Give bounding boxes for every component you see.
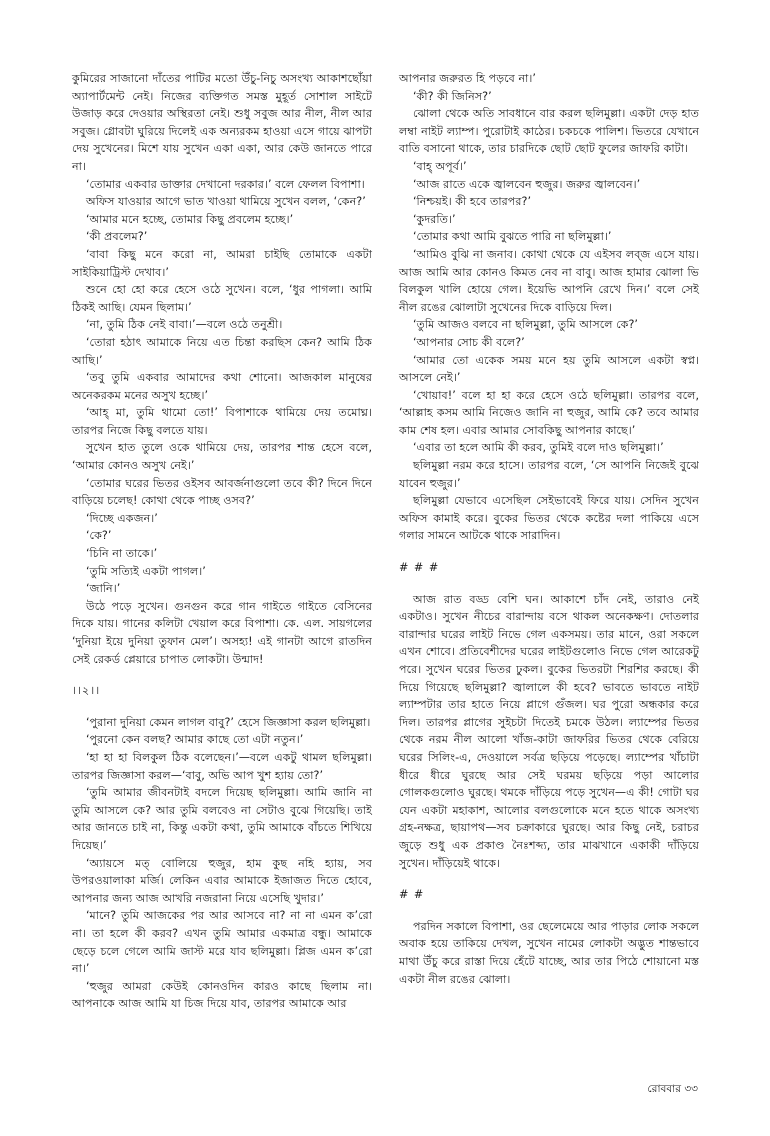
paragraph: ‘পুরনো কেন বলছ? আমার কাছে তো এটা নতুন।’ (86, 733, 304, 747)
paragraph: ‘অ্যায়সে মত্‌ বোলিয়ে হুজুর, হাম কুছ নহি হ্যায়, সব উপরওয়ালাকা মর্জি। লেকিন এবার আমাকে ইজাজত দিতে হোবে, আপনার জন্য আজ আখরি নজরানা নিয়ে এসেছি খুদার।’ (72, 856, 372, 905)
paragraph: ‘খোয়াব!’ বলে হা হা করে হেসে ওঠে ছলিমুল্লা। তারপর বলে, ‘আল্লাহ কসম আমি নিজেও জানি না হুজুর, আমি কে? তবে আমার কাম শেষ হল। এবার আমার সোবকিছু আপনার কাছে।’ (399, 388, 699, 437)
paragraph: ‘তোমার ঘরের ভিতর ওইসব আবর্জনাগুলো তবে কী? দিনে দিনে বাড়িয়ে চলেছ! কোথা থেকে পাচ্ছ ওসব?’ (72, 476, 372, 508)
paragraph: ‘হুজুর আমরা কেউই কোনওদিন কারও কাছে ছিলাম না। আপনাকে আজ আমি যা চিজ দিয়ে যাব, তারপর আমাকে আর (72, 979, 372, 1011)
paragraph: ‘তোমার কথা আমি বুঝতে পারি না ছলিমুল্লা।’ (413, 230, 612, 244)
paragraph: ‘হা হা হা বিলকুল ঠিক বলেছেন।’—বলে একটু থামল ছলিমুল্লা। তারপর জিজ্ঞাসা করল—‘বাবু, অভি আপ খুশ হ্যায় তো?’ (72, 750, 372, 782)
paragraph: অফিস যাওয়ার আগে ভাত খাওয়া থামিয়ে সুখেন বলল, ‘কেন?’ (86, 195, 366, 209)
paragraph: ‘কে?’ (86, 529, 112, 543)
paragraph: ‘কুদরতি।’ (413, 212, 456, 226)
paragraph: ‘আপনার সোচ কী বলে?’ (413, 335, 525, 349)
paragraph: ‘আহ্‌ মা, তুমি থামো তো!’ বিপাশাকে থামিয়ে দেয় তমোঘ্ন। তারপর নিজে কিছু বলতে যায়। (72, 406, 372, 437)
right-text-column (399, 70, 699, 988)
paragraph: ‘তোরা হঠাৎ আমাকে নিয়ে এত চিন্তা করছিস কেন? আমি ঠিক আছি।’ (72, 335, 372, 367)
page-footer: রোববার ৩৩ (647, 1083, 698, 1095)
paragraph: পরদিন সকালে বিপাশা, ওর ছেলেমেয়ে আর পাড়ার লোক সকলে অবাক হয়ে তাকিয়ে দেখল, সুখেন নামের লোকটা অদ্ভুত শান্তভাবে মাথা উঁচু করে রাস্তা দিয়ে হেঁটে যাচ্ছে, আর তার পিঠে শোয়ানো মস্ত একটা নীল রঙের ঝোলা। (399, 919, 699, 986)
paragraph: ‘আমিও বুঝি না জনাব। কোথা থেকে যে এইসব লব্‌জ এসে যায়। আজ আমি আর কোনও কিমত নেব না বাবু। আজ হামার ঝোলা ভি বিলকুল খালি হোয়ে গেল। ইয়েভি আপনি রেখে দিন।’ বলে সেই নীল রঙের ঝোলাটা সুখেনের দিকে বাড়িয়ে দিল। (399, 247, 699, 314)
paragraph: ‘তোমার একবার ডাক্তার দেখানো দরকার।’ বলে ফেলল বিপাশা। (86, 177, 365, 191)
paragraph: ‘মানে? তুমি আজকের পর আর আসবে না? না না এমন ক’রো না। তা হলে কী করব? এখন তুমি আমার একমাত্র বন্ধু। আমাকে ছেড়ে চলে গেলে আমি জাস্ট মরে যাব ছলিমুল্লা। প্লিজ এমন ক’রো না।’ (72, 909, 372, 976)
paragraph: ‘তুমি আজও বলবে না ছলিমুল্লা, তুমি আসলে কে?’ (413, 318, 638, 332)
paragraph: শুনে হো হো করে হেসে ওঠে সুখেন। বলে, ‘ধুর পাগলা। আমি ঠিকই আছি। যেমন ছিলাম।’ (72, 283, 372, 314)
paragraph: ঝোলা থেকে অতি সাবধানে বার করল ছলিমুল্লা। একটা দেড় হাত লম্বা নাইট ল্যাম্প। পুরোটাই কাঠের। চকচকে পালিশ। ভিতরে যেখানে বাতি বসানো থাকে, তার চারদিকে ছোট ছোট ফুলের জাফরি কাটা। (399, 107, 699, 156)
paragraph: ‘আমার মনে হচ্ছে, তোমার কিছু প্রবলেম হচ্ছে।’ (86, 212, 294, 226)
paragraph: ‘বাবা কিছু মনে করো না, আমরা চাইছি তোমাকে একটা সাইকিয়াট্রিস্ট দেখাব।’ (72, 247, 372, 279)
paragraph: ছলিমুল্লা নরম করে হাসে। তারপর বলে, ‘সে আপনি নিজেই বুঝে যাবেন হুজুর।’ (399, 459, 699, 490)
paragraph: ‘তুমি সত্যিই একটা পাগল।’ (86, 564, 206, 578)
paragraph: আপনার জরুরত হি পড়বে না।’ (399, 72, 536, 85)
paragraph: ছলিমুল্লা যেভাবে এসেছিল সেইভাবেই ফিরে যায়। সেদিন সুখেন অফিস কামাই করে। বুকের ভিতর থেকে কষ্টের দলা পাকিয়ে এসে গলার সামনে আটকে থাকে সারাদিন। (399, 494, 699, 543)
paragraph: ‘কী প্রবলেম?’ (86, 230, 148, 244)
paragraph: ‘পুরানা দুনিয়া কেমন লাগল বাবু?’ হেসে জিজ্ঞাসা করল ছলিমুল্লা। (86, 715, 371, 729)
paragraph: সুখেন হাত তুলে ওকে থামিয়ে দেয়, তারপর শান্ত হেসে বলে, ‘আমার কোনও অসুখ নেই।’ (72, 441, 372, 473)
paragraph: ‘আজ রাতে একে জ্বালবেন হুজুর। জরুর জ্বালবেন।’ (413, 177, 641, 191)
section-divider: # # (399, 888, 425, 902)
paragraph: ‘জানি।’ (86, 582, 121, 596)
left-text-column (72, 70, 372, 1013)
paragraph: ‘নিশ্চয়ই। কী হবে তারপর?’ (413, 195, 532, 209)
section-divider: # # # (399, 561, 440, 575)
paragraph: কুমিরের সাজানো দাঁতের পাটির মতো উঁচু-নিচু অসংখ্য আকাশছোঁয়া অ্যাপার্টমেন্ট নেই। নিজের ব্যক্তিগত সমস্ত মুহূর্ত সোশাল সাইটে উজাড় করে দেওয়ার অস্থিরতা নেই। শুধু সবুজ আর নীল, নীল আর সবুজ। গ্লোবটা ঘুরিয়ে দিলেই এক অন্যরকম হাওয়া এসে গায়ে ঝাপটা দেয় সুখেনের। মিশে যায় সুখেন একা একা, আর কেউ জানতে পারে না। (72, 72, 372, 173)
paragraph: ‘কী? কী জিনিস?’ (413, 89, 492, 103)
paragraph: ‘চিনি না তাকে।’ (86, 547, 158, 561)
paragraph: ‘দিচ্ছে একজন।’ (86, 511, 158, 525)
paragraph: ‘বাহ্‌ অপূর্ব।’ (413, 159, 467, 173)
paragraph: ‘তবু তুমি একবার আমাদের কথা শোনো। আজকাল মানুষের অনেকরকম মনের অসুখ হচ্ছে।’ (72, 371, 372, 402)
paragraph: আজ রাত বড্ড বেশি ঘন। আকাশে চাঁদ নেই, তারাও নেই একটাও। সুখেন নীচের বারান্দায় বসে থাকল অনেকক্ষণ। দোতলার বারান্দার ঘরের লাইট নিভে গেল একসময়। তার মানে, ওরা সকলে এখন শোবে। প্রতিবেশীদের ঘরের লাইটগুলোও নিভে গেল আরেকটু পরে। সুখেন ঘরের ভিতর ঢুকল। বুকের ভিতরটা শিরশির করছে। কী দিয়ে গিয়েছে ছলিমুল্লা? জ্বালালে কী হবে? ভাবতে ভাবতে নাইট ল্যাম্পটার তার হাতে নিয়ে প্লাগে গুঁজল। ঘর পুরো অন্ধকার করে দিল। তারপর প্লাগের সুইচটা দিতেই চমকে উঠল। ল্যাম্পের ভিতর থেকে নরম নীল আলো খাঁজ-কাটা জাফরির ভিতর থেকে বেরিয়ে ঘরের সিলিং-এ, দেওয়ালে সর্বত্র ছড়িয়ে পড়েছে। ল্যাম্পের খাঁচাটা ধীরে ধীরে ঘুরছে আর সেই ঘরময় ছড়িয়ে পড়া আলোর গোলকগুলোও ঘুরছে। থমকে দাঁড়িয়ে পড়ে সুখেন—এ কী! গোটা ঘর যেন একটা মহাকাশ, আলোর বলগুলোকে মনে হতে থাকে অসংখ্য গ্রহ-নক্ষত্র, ছায়াপথ—সব চক্রাকারে ঘুরছে। আর কিছু নেই, চরাচর জুড়ে শুধু এক প্রকাণ্ড নৈঃশব্দ্য, তার মাঝখানে একাকী দাঁড়িয়ে সুখেন। দাঁড়িয়েই থাকে। (399, 592, 699, 870)
paragraph: ‘এবার তা হলে আমি কী করব, তুমিই বলে দাও ছলিমুল্লা।’ (413, 441, 664, 455)
paragraph: ‘আমার তো একেক সময় মনে হয় তুমি আসলে একটা স্বপ্ন। আসলে নেই।’ (399, 353, 699, 385)
paragraph: ‘তুমি আমার জীবনটাই বদলে দিয়েছ ছলিমুল্লা। আমি জানি না তুমি আসলে কে? আর তুমি বলবেও না সেটাও বুঝে গিয়েছি। তাই আর জানতে চাই না, কিন্তু একটা কথা, তুমি আমাকে বাঁচতে শিখিয়ে দিয়েছ।’ (72, 786, 372, 852)
paragraph: ‘না, তুমি ঠিক নেই বাবা।’—বলে ওঠে তনুশ্রী। (86, 318, 283, 332)
section-divider: ।।২।। (72, 684, 101, 698)
paragraph: উঠে পড়ে সুখেন। গুনগুন করে গান গাইতে গাইতে বেসিনের দিকে যায়। গানের কলিটা খেয়াল করে বিপাশা। কে. এল. সায়গলের ‘দুনিয়া ইয়ে দুনিয়া তুফান মেল’। অসহ্য! এই গানটা আগে রাতদিন সেই রেকর্ড প্লেয়ারে চাপাত লোকটা। উন্মাদ! (72, 599, 372, 666)
